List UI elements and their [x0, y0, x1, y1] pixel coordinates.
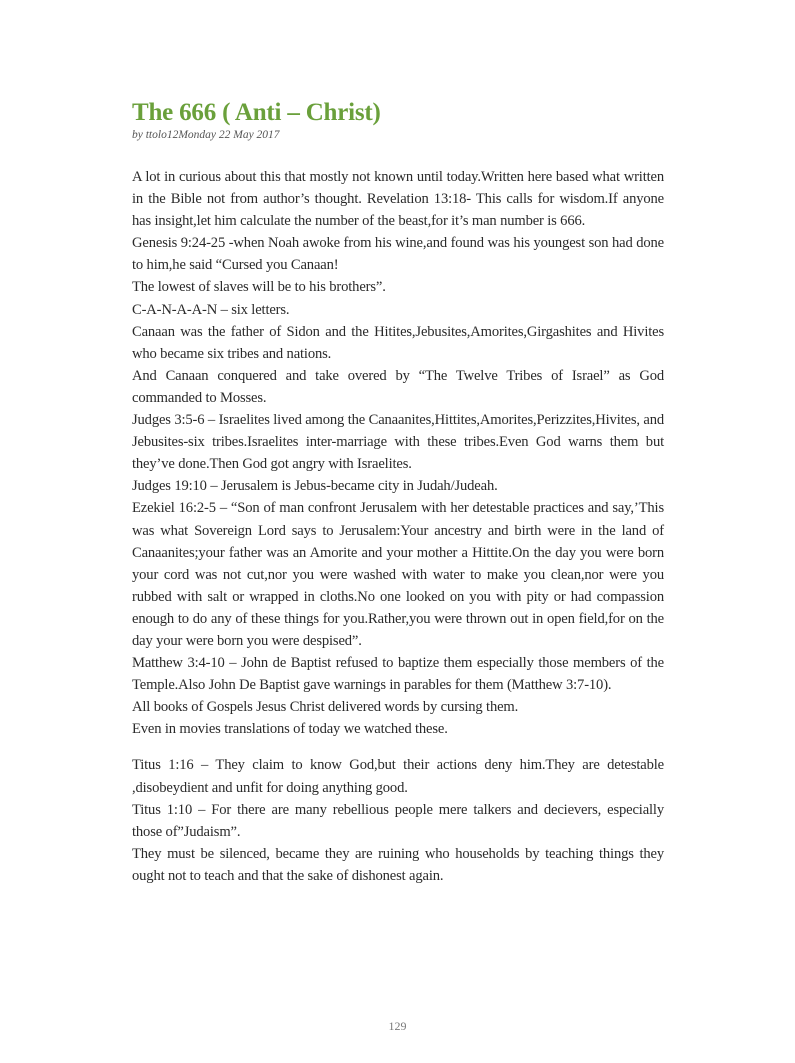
paragraph: Matthew 3:4-10 – John de Baptist refused to baptize them especially those members of the Temple.Also John De Baptist gave warnings in parables for them (Matthew 3:7-10).	[132, 655, 664, 694]
paragraph: They must be silenced, became they are ruining who households by teaching things they ought not to teach and that the sake of dishonest again.	[132, 845, 664, 884]
paragraph: All books of Gospels Jesus Christ delivered words by cursing them.	[132, 699, 519, 716]
paragraph: Titus 1:16 – They claim to know God,but their actions deny him.They are detestable ,disobeydient and unfit for doing anything good.	[132, 757, 664, 796]
paragraph: C-A-N-A-A-N – six letters.	[132, 301, 290, 318]
paragraph: Judges 19:10 – Jerusalem is Jebus-became city in Judah/Judeah.	[132, 478, 498, 495]
paragraph: Titus 1:10 – For there are many rebellious people mere talkers and decievers, especially those of”Judaism”.	[132, 801, 664, 840]
paragraph: Canaan was the father of Sidon and the Hitites,Jebusites,Amorites,Girgashites and Hivites who became six tribes and nations.	[132, 323, 664, 362]
paragraph: Genesis 9:24-25 -when Noah awoke from his wine,and found was his youngest son had done to him,he said “Cursed you Canaan!	[132, 235, 664, 274]
paragraph: Judges 3:5-6 – Israelites lived among the Canaanites,Hittites,Amorites,Perizzites,Hivites, and Jebusites-six tribes.Israelites inter-marriage with these tribes.Even God warns them but they’ve done.Then God got angry with Israelites.	[132, 412, 664, 473]
paragraph: The lowest of slaves will be to his brothers”.	[132, 279, 386, 296]
document-title: The 666 ( Anti – Christ)	[132, 99, 381, 126]
document-page	[132, 98, 664, 887]
paragraph: A lot in curious about this that mostly not known until today.Written here based what written in the Bible not from author’s thought. Revelation 13:18- This calls for wisdom.If anyone has insight,let him calculate the number of the beast,for it’s man number is 666.	[132, 169, 664, 230]
paragraph: Even in movies translations of today we watched these.	[132, 721, 448, 738]
paragraph: Ezekiel 16:2-5 – “Son of man confront Jerusalem with her detestable practices and say,’This was what Sovereign Lord says to Jerusalem:Your ancestry and birth were in the land of Canaanites;your father was an Amorite and your mother a Hittite.On the day you were born your cord was not cut,nor you were washed with water to make you clean,nor were you rubbed with salt or wrapped in cloths.No one looked on you with pity or had compassion enough to do any of these things for you.Rather,you were thrown out in open field,for on the day your were born you were despised”.	[132, 500, 664, 649]
paragraph: And Canaan conquered and take overed by “The Twelve Tribes of Israel” as God commanded to Mosses.	[132, 367, 664, 406]
document-body	[132, 166, 664, 887]
page-number: 129	[388, 1019, 407, 1033]
document-byline: by ttolo12Monday 22 May 2017	[132, 129, 280, 141]
paragraph-gap	[132, 740, 664, 754]
